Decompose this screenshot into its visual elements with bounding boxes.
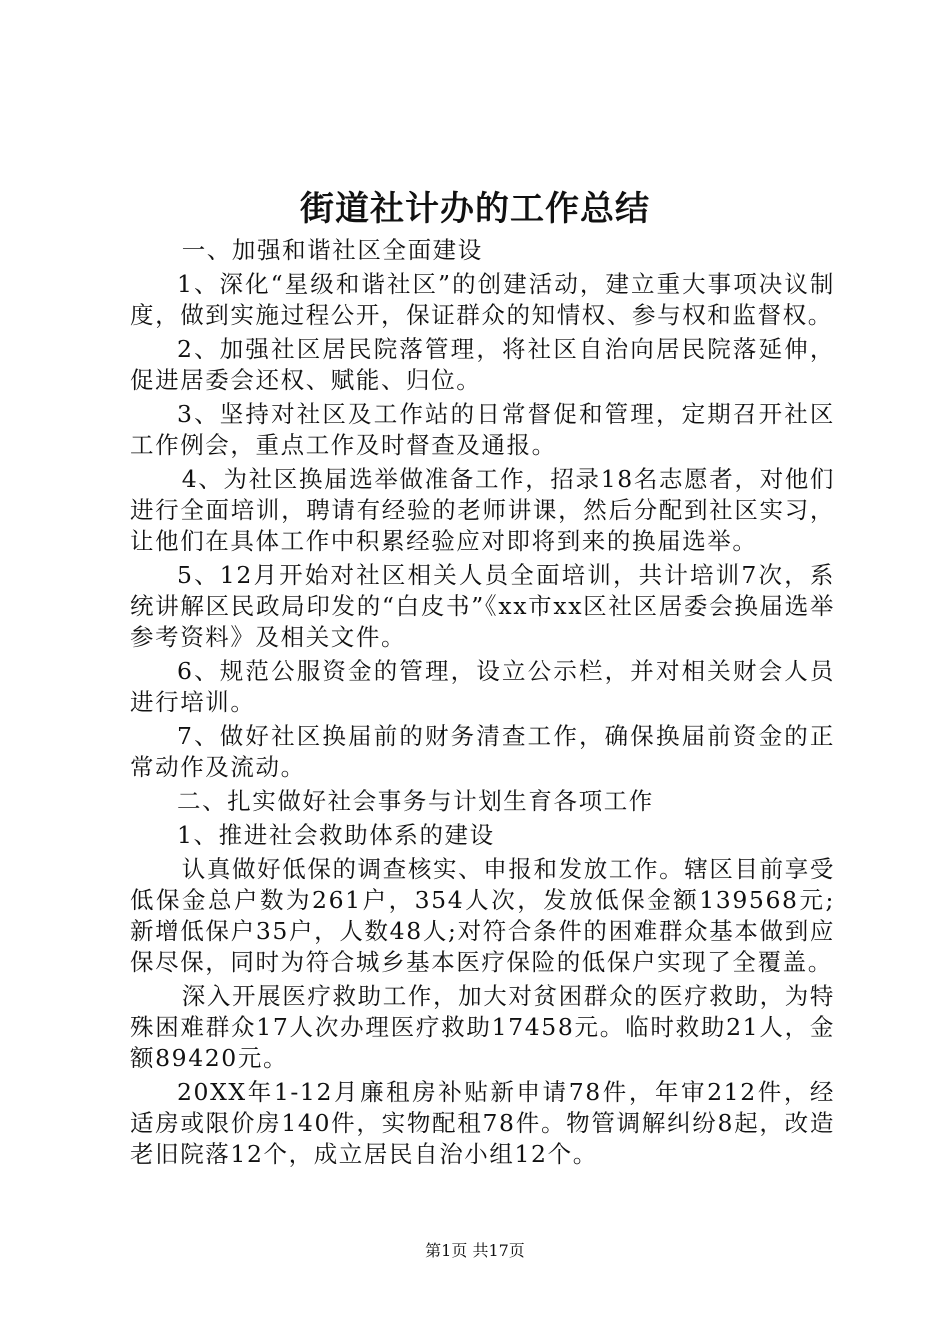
- paragraph-medical-aid: 深入开展医疗救助工作，加大对贫困群众的医疗救助，为特殊困难群众17人次办理医疗救助17458元。临时救助21人，金额89420元。: [130, 982, 835, 1072]
- paragraph-item-5: 5、12月开始对社区相关人员全面培训，共计培训7次，系统讲解区民政局印发的“白皮书”《xx市xx区社区居委会换届选举参考资料》及相关文件。: [130, 561, 835, 651]
- document-title: 街道社计办的工作总结: [300, 189, 650, 229]
- subsection-heading: 1、推进社会救助体系的建设: [177, 821, 495, 849]
- paragraph-item-1: 1、深化“星级和谐社区”的创建活动，建立重大事项决议制度，做到实施过程公开，保证群众的知情权、参与权和监督权。: [130, 270, 835, 329]
- page-footer: 第1页 共17页: [425, 1241, 525, 1260]
- paragraph-item-7: 7、做好社区换届前的财务清查工作，确保换届前资金的正常动作及流动。: [130, 722, 835, 781]
- paragraph-item-2: 2、加强社区居民院落管理，将社区自治向居民院落延伸，促进居委会还权、赋能、归位。: [130, 335, 835, 394]
- section-heading-1: 一、加强和谐社区全面建设: [181, 236, 483, 264]
- paragraph-item-6: 6、规范公服资金的管理，设立公示栏，并对相关财会人员进行培训。: [130, 657, 835, 716]
- section-heading-2: 二、扎实做好社会事务与计划生育各项工作: [177, 787, 654, 815]
- paragraph-low-income: 认真做好低保的调查核实、申报和发放工作。辖区目前享受低保金总户数为261户，354人次，发放低保金额139568元;新增低保户35户，人数48人;对符合条件的困难群众基本做到应保尽保，同时为符合城乡基本医疗保险的低保户实现了全覆盖。: [130, 855, 835, 976]
- paragraph-item-3: 3、坚持对社区及工作站的日常督促和管理，定期召开社区工作例会，重点工作及时督查及通报。: [130, 400, 835, 459]
- document-body: [130, 235, 835, 1173]
- paragraph-item-4: 4、为社区换届选举做准备工作，招录18名志愿者，对他们进行全面培训，聘请有经验的老师讲课，然后分配到社区实习，让他们在具体工作中积累经验应对即将到来的换届选举。: [130, 465, 835, 555]
- paragraph-housing: 20XX年1-12月廉租房补贴新申请78件，年审212件，经适房或限价房140件，实物配租78件。物管调解纠纷8起，改造老旧院落12个，成立居民自治小组12个。: [130, 1078, 835, 1168]
